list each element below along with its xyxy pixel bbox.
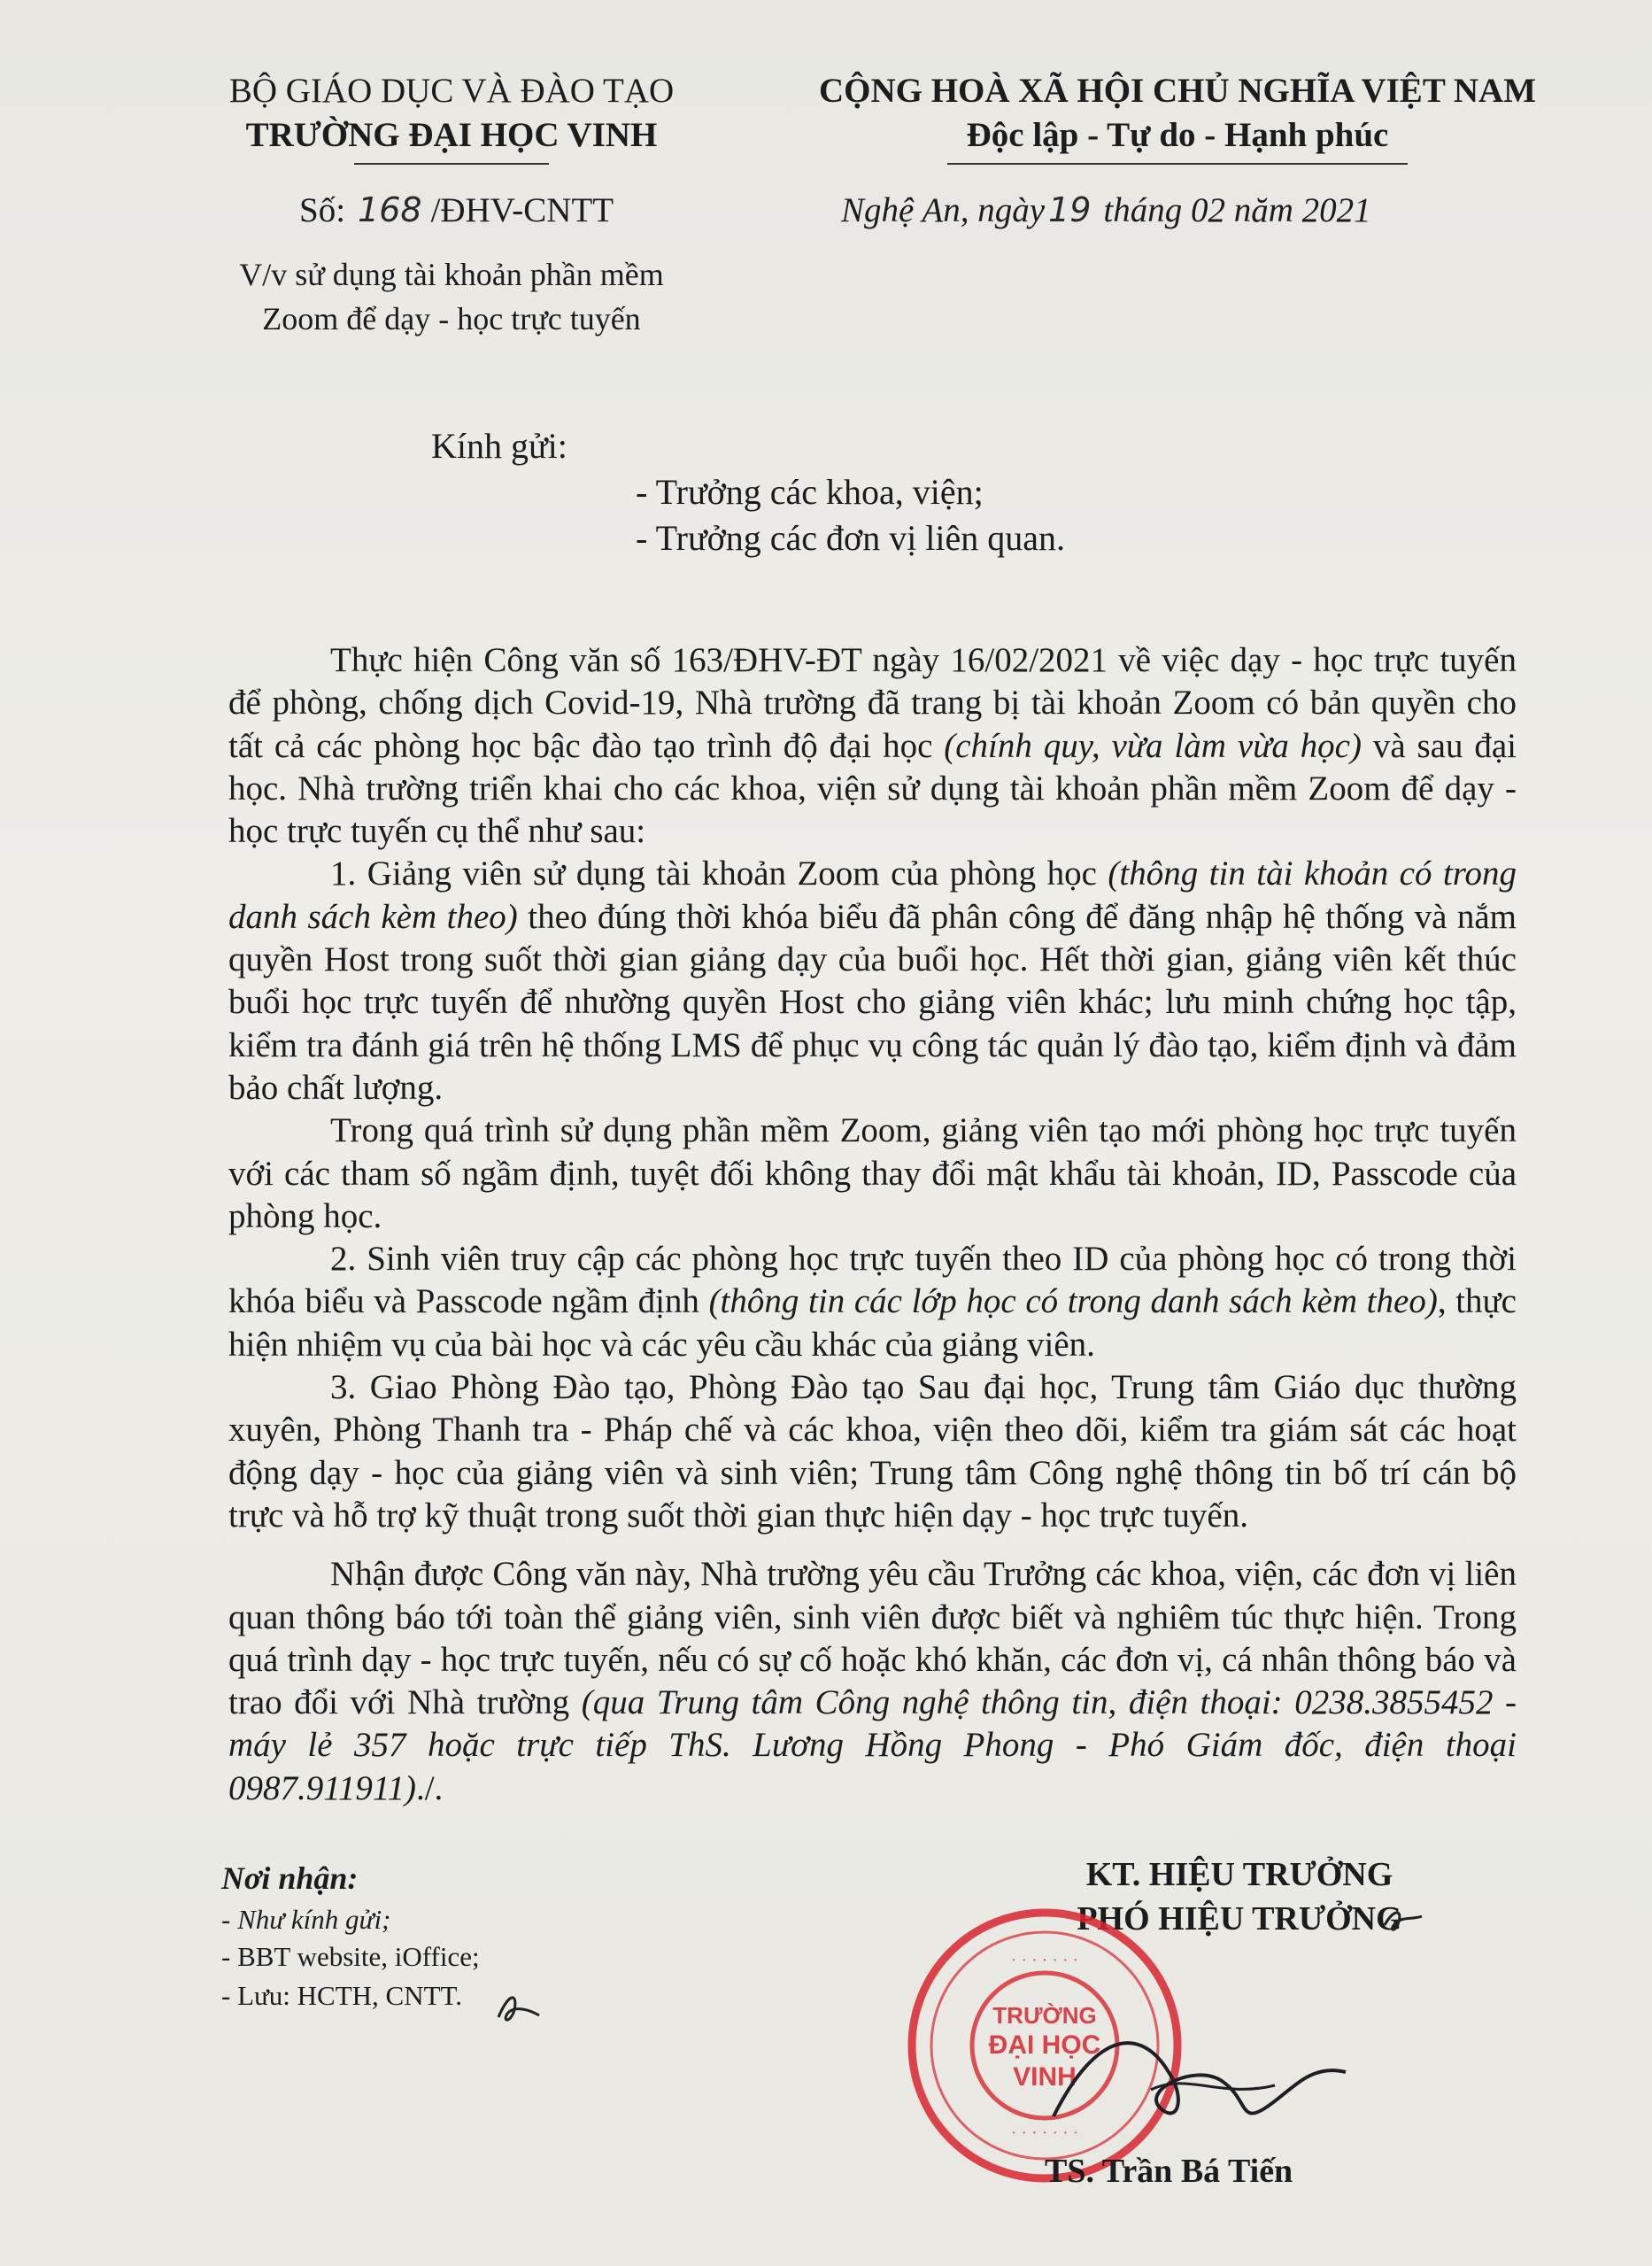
national-motto: Độc lập - Tự do - Hạnh phúc — [966, 116, 1389, 154]
distribution-title: Nơi nhận: — [221, 1860, 359, 1896]
date-prefix: Nghệ An, ngày — [841, 191, 1046, 229]
document-body — [228, 639, 1517, 1810]
ministry-name: BỘ GIÁO DỤC VÀ ĐÀO TẠO — [228, 72, 675, 110]
recipient-item: - Trưởng các khoa, viện; — [636, 472, 984, 512]
document-number — [299, 190, 614, 230]
subject-line-2: Zoom để dạy - học trực tuyến — [262, 301, 641, 336]
p1-text-end: và sau đại học. Nhà trường triển khai cho các khoa, viện sử dụng tài khoản phần mềm Zoom để dạy - học trực tuyến cụ thể như sau: — [228, 726, 1517, 851]
p6-italic: (qua Trung tâm Công nghệ thông tin, điện thoại: 0238.3855452 - máy lẻ 357 hoặc trực tiếp ThS. Lương Hồng Phong - Phó Giám đốc, điện thoại 0987.911911) — [228, 1683, 1517, 1807]
svg-text:· · · · · · ·: · · · · · · · — [1010, 1951, 1079, 1970]
initials-mark — [491, 1984, 544, 2028]
signature-title-1: KT. HIỆU TRƯỞNG — [1085, 1856, 1393, 1893]
motto-underline — [947, 163, 1408, 165]
body-paragraph-1 — [228, 639, 1517, 853]
p1-text: Thực hiện Công văn số 163/ĐHV-ĐT ngày 16/02/2021 về việc dạy - học trực tuyến để phòng, chống dịch Covid-19, Nhà trường đã trang bị tài khoản Zoom có bản quyền cho tất cả các phòng học bậc đào tạo trình độ đại học — [228, 641, 1517, 765]
number-suffix: /ĐHV-CNTT — [430, 191, 614, 229]
p4-italic: (thông tin các lớp học có trong danh sách kèm theo) — [708, 1282, 1438, 1321]
distribution-item: - Như kính gửi; — [221, 1904, 391, 1935]
p2-italic: (thông tin tài khoản có trong danh sách kèm theo) — [228, 855, 1517, 936]
number-prefix: Số: — [299, 191, 346, 229]
stamp-line-1: TRƯỜNG — [992, 2002, 1097, 2029]
date-day-handwritten: 19 — [1048, 190, 1092, 229]
republic-name: CỘNG HOÀ XÃ HỘI CHỦ NGHĨA VIỆT NAM — [818, 72, 1537, 110]
p2-text: 1. Giảng viên sử dụng tài khoản Zoom của phòng học — [330, 855, 1108, 893]
p6-text: Nhận được Công văn này, Nhà trường yêu cầu Trưởng các khoa, viện, các đơn vị liên quan thông báo tới toàn thể giảng viên, sinh viên được biết và nghiêm túc thực hiện. Trong quá trình dạy - học trực tuyến, nếu có sự cố hoặc khó khăn, các đơn vị, cá nhân thông báo và trao đổi với Nhà trường — [228, 1555, 1517, 1722]
document-date — [841, 190, 1371, 230]
p2-text-end: theo đúng thời khóa biểu đã phân công để đăng nhập hệ thống và nắm quyền Host trong suốt thời gian giảng dạy của buổi học. Hết thời gian, giảng viên kết thúc buổi học trực tuyến để nhường quyền Host cho giảng viên khác; lưu minh chứng học tập, kiểm tra đánh giá trên hệ thống LMS để phục vụ công tác quản lý đào tạo, kiểm định và đảm bảo chất lượng. — [228, 897, 1517, 1107]
issuer-block — [168, 69, 735, 165]
recipient-item: - Trưởng các đơn vị liên quan. — [636, 518, 1066, 558]
recipients-label: Kính gửi: — [431, 426, 567, 466]
svg-text:· · · · · · ·: · · · · · · · — [1010, 2123, 1079, 2143]
signature-title-2: PHÓ HIỆU TRƯỞNG — [1077, 1900, 1402, 1937]
stamp-line-2: ĐẠI HỌC — [988, 2030, 1101, 2060]
signer-name: TS. Trần Bá Tiến — [1045, 2153, 1293, 2190]
number-handwritten: 168 — [358, 190, 422, 229]
distribution-item: - BBT website, iOffice; — [221, 1941, 480, 1972]
body-paragraph-3: Trong quá trình sử dụng phần mềm Zoom, giảng viên tạo mới phòng học trực tuyến với các tham số ngầm định, tuyệt đối không thay đổi mật khẩu tài khoản, ID, Passcode của phòng học. — [228, 1111, 1517, 1235]
body-paragraph-5: 3. Giao Phòng Đào tạo, Phòng Đào tạo Sau đại học, Trung tâm Giáo dục thường xuyên, Phòng Thanh tra - Pháp chế và các khoa, viện theo dõi, kiểm tra giám sát các hoạt động dạy - học của giảng viên và sinh viên; Trung tâm Công nghệ thông tin bố trí cán bộ trực và hỗ trợ kỹ thuật trong suốt thời gian thực hiện dạy - học trực tuyến. — [228, 1368, 1517, 1535]
body-paragraph-6 — [228, 1553, 1517, 1810]
national-header — [735, 69, 1620, 165]
date-rest: tháng 02 năm 2021 — [1103, 191, 1371, 229]
p4-text-end: , thực hiện nhiệm vụ của bài học và các yêu cầu khác của giảng viên. — [228, 1282, 1517, 1364]
p4-text: 2. Sinh viên truy cập các phòng học trực tuyến theo ID của phòng học có trong thời khóa biểu và Passcode ngầm định — [228, 1240, 1517, 1321]
body-paragraph-4 — [228, 1238, 1517, 1366]
body-paragraph-2 — [228, 853, 1517, 1110]
p1-italic: (chính quy, vừa làm vừa học) — [944, 726, 1362, 765]
university-name: TRƯỜNG ĐẠI HỌC VINH — [245, 116, 658, 154]
stamp-line-3: VINH — [1013, 2062, 1077, 2092]
subject-line-1: V/v sử dụng tài khoản phần mềm — [239, 257, 664, 292]
distribution-item: - Lưu: HCTH, CNTT. — [221, 1980, 462, 2011]
signature-scribble — [1045, 2010, 1363, 2152]
subject-block — [168, 252, 735, 341]
title-initials-mark — [1381, 1904, 1425, 1939]
p6-text-end: ./. — [415, 1768, 444, 1807]
university-underline — [354, 163, 549, 165]
